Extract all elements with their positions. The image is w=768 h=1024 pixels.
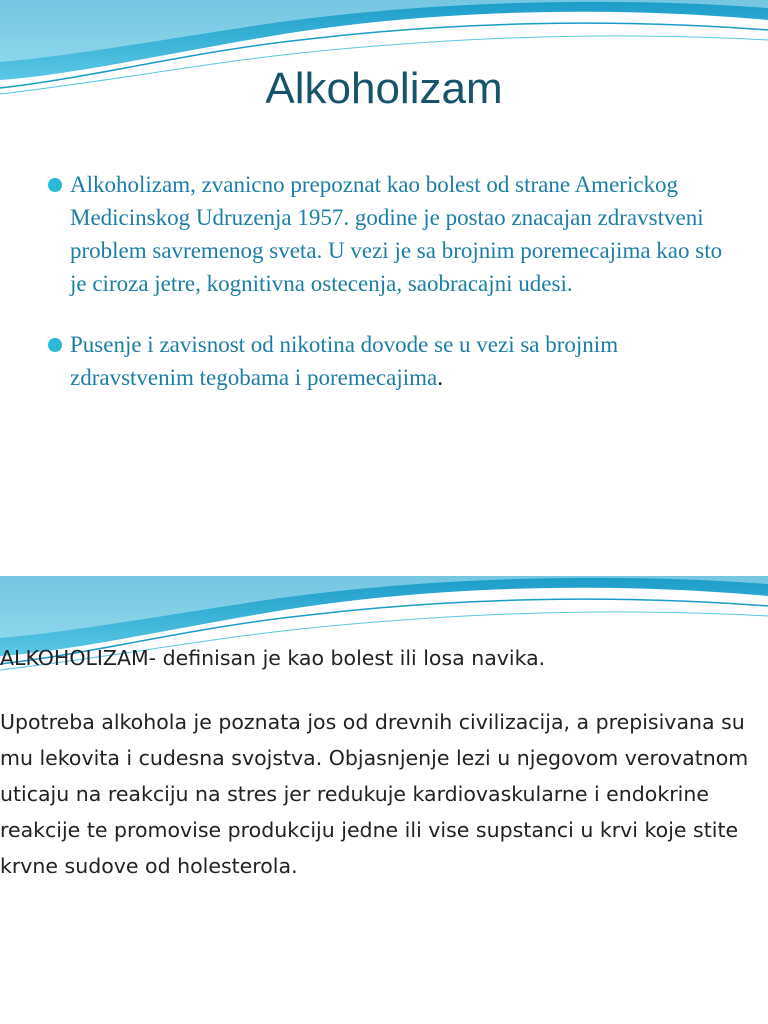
paragraph-gap (0, 676, 764, 704)
definition-text: ALKOHOLIZAM- definisan je kao bolest ili losa navika. (0, 646, 546, 670)
slide-title: Alkoholizam (265, 64, 503, 113)
bullet-dot-icon (48, 338, 62, 352)
bullet-dot-icon (48, 178, 62, 192)
bullet-period: . (437, 365, 443, 390)
bullet-text: Pusenje i zavisnost od nikotina dovode se u vezi sa brojnim zdravstvenim tegobama i poremecajima (70, 332, 619, 390)
paragraph-text: Upotreba alkohola je poznata jos od drevnih civilizacija, a prepisivana su mu lekovita i cudesna svojstva. Objasnjenje lezi u njegovom verovatnom uticaju na reakciju na stres jer redukuje kardiovaskularne i endokrine reakcije te promovise produkciju jedne ili vise supstanci u krvi koje stite krvne sudove od holesterola. (0, 710, 749, 878)
bullet-item (48, 328, 738, 394)
bullet-item (48, 168, 738, 300)
slide-2 (0, 576, 768, 1024)
bullet-text: Alkoholizam, zvanicno prepoznat kao bolest od strane Americkog Medicinskog Udruzenja 1957. godine je postao znacajan zdravstveni problem savremenog sveta. U vezi je sa brojnim poremecajima kao sto je ciroza jetre, kognitivna ostecenja, saobracajni udesi. (70, 172, 723, 296)
slide-2-body (0, 640, 764, 884)
bullet-list (48, 168, 738, 422)
